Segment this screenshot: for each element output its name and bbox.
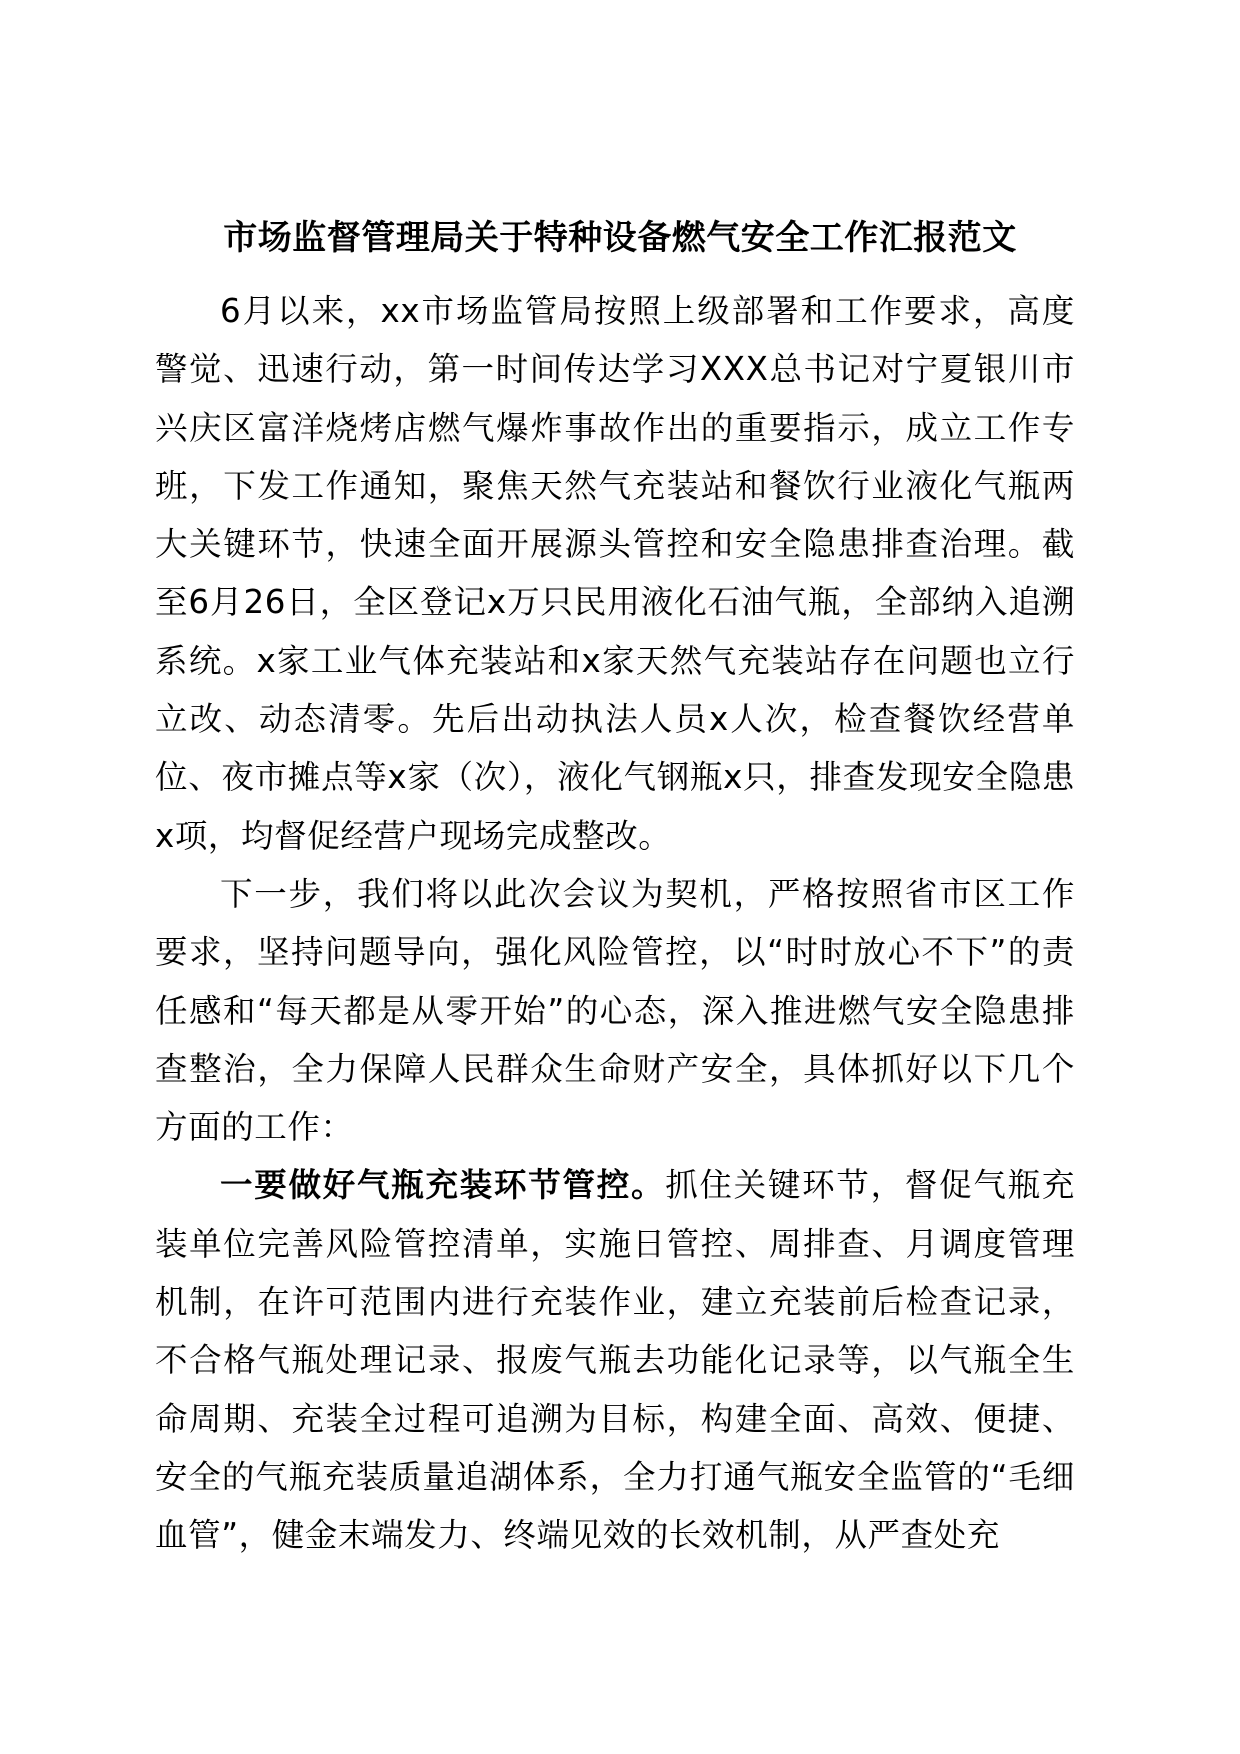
paragraph-3-lead: 一要做好气瓶充装环节管控。 — [220, 1166, 666, 1205]
paragraph-1 — [155, 282, 1075, 865]
document-body — [155, 282, 1075, 1565]
paragraph-1-text: 6月以来，xx市场监管局按照上级部署和工作要求，高度警觉、迅速行动，第一时间传达学习XXX总书记对宁夏银川市兴庆区富洋烧烤店燃气爆炸事故作出的重要指示，成立工作专班，下发工作通知，聚焦天然气充装站和餐饮行业液化气瓶两大关键环节，快速全面开展源头管控和安全隐患排查治理。截至6月26日，全区登记x万只民用液化石油气瓶，全部纳入追溯系统。x家工业气体充装站和x家天然气充装站存在问题也立行立改、动态清零。先后出动执法人员x人次，检查餐饮经营单位、夜市摊点等x家（次），液化气钢瓶x只，排查发现安全隐患x项，均督促经营户现场完成整改。 — [155, 292, 1075, 855]
paragraph-2 — [155, 865, 1075, 1156]
paragraph-3-text: 抓住关键环节，督促气瓶充装单位完善风险管控清单，实施日管控、周排查、月调度管理机制，在许可范围内进行充装作业，建立充装前后检查记录，不合格气瓶处理记录、报废气瓶去功能化记录等，以气瓶全生命周期、充装全过程可追溯为目标，构建全面、高效、便捷、安全的气瓶充装质量追湖体系，全力打通气瓶安全监管的“毛细血管”，健金末端发力、终端见效的长效机制，从严查处充 — [155, 1166, 1075, 1555]
document-title: 市场监督管理局关于特种设备燃气安全工作汇报范文 — [223, 218, 1017, 258]
paragraph-3 — [155, 1156, 1075, 1564]
paragraph-2-text: 下一步，我们将以此次会议为契机，严格按照省市区工作要求，坚持问题导向，强化风险管控，以“时时放心不下”的责任感和“每天都是从零开始”的心态，深入推进燃气安全隐患排查整治，全力保障人民群众生命财产安全，具体抓好以下几个方面的工作： — [155, 874, 1075, 1147]
